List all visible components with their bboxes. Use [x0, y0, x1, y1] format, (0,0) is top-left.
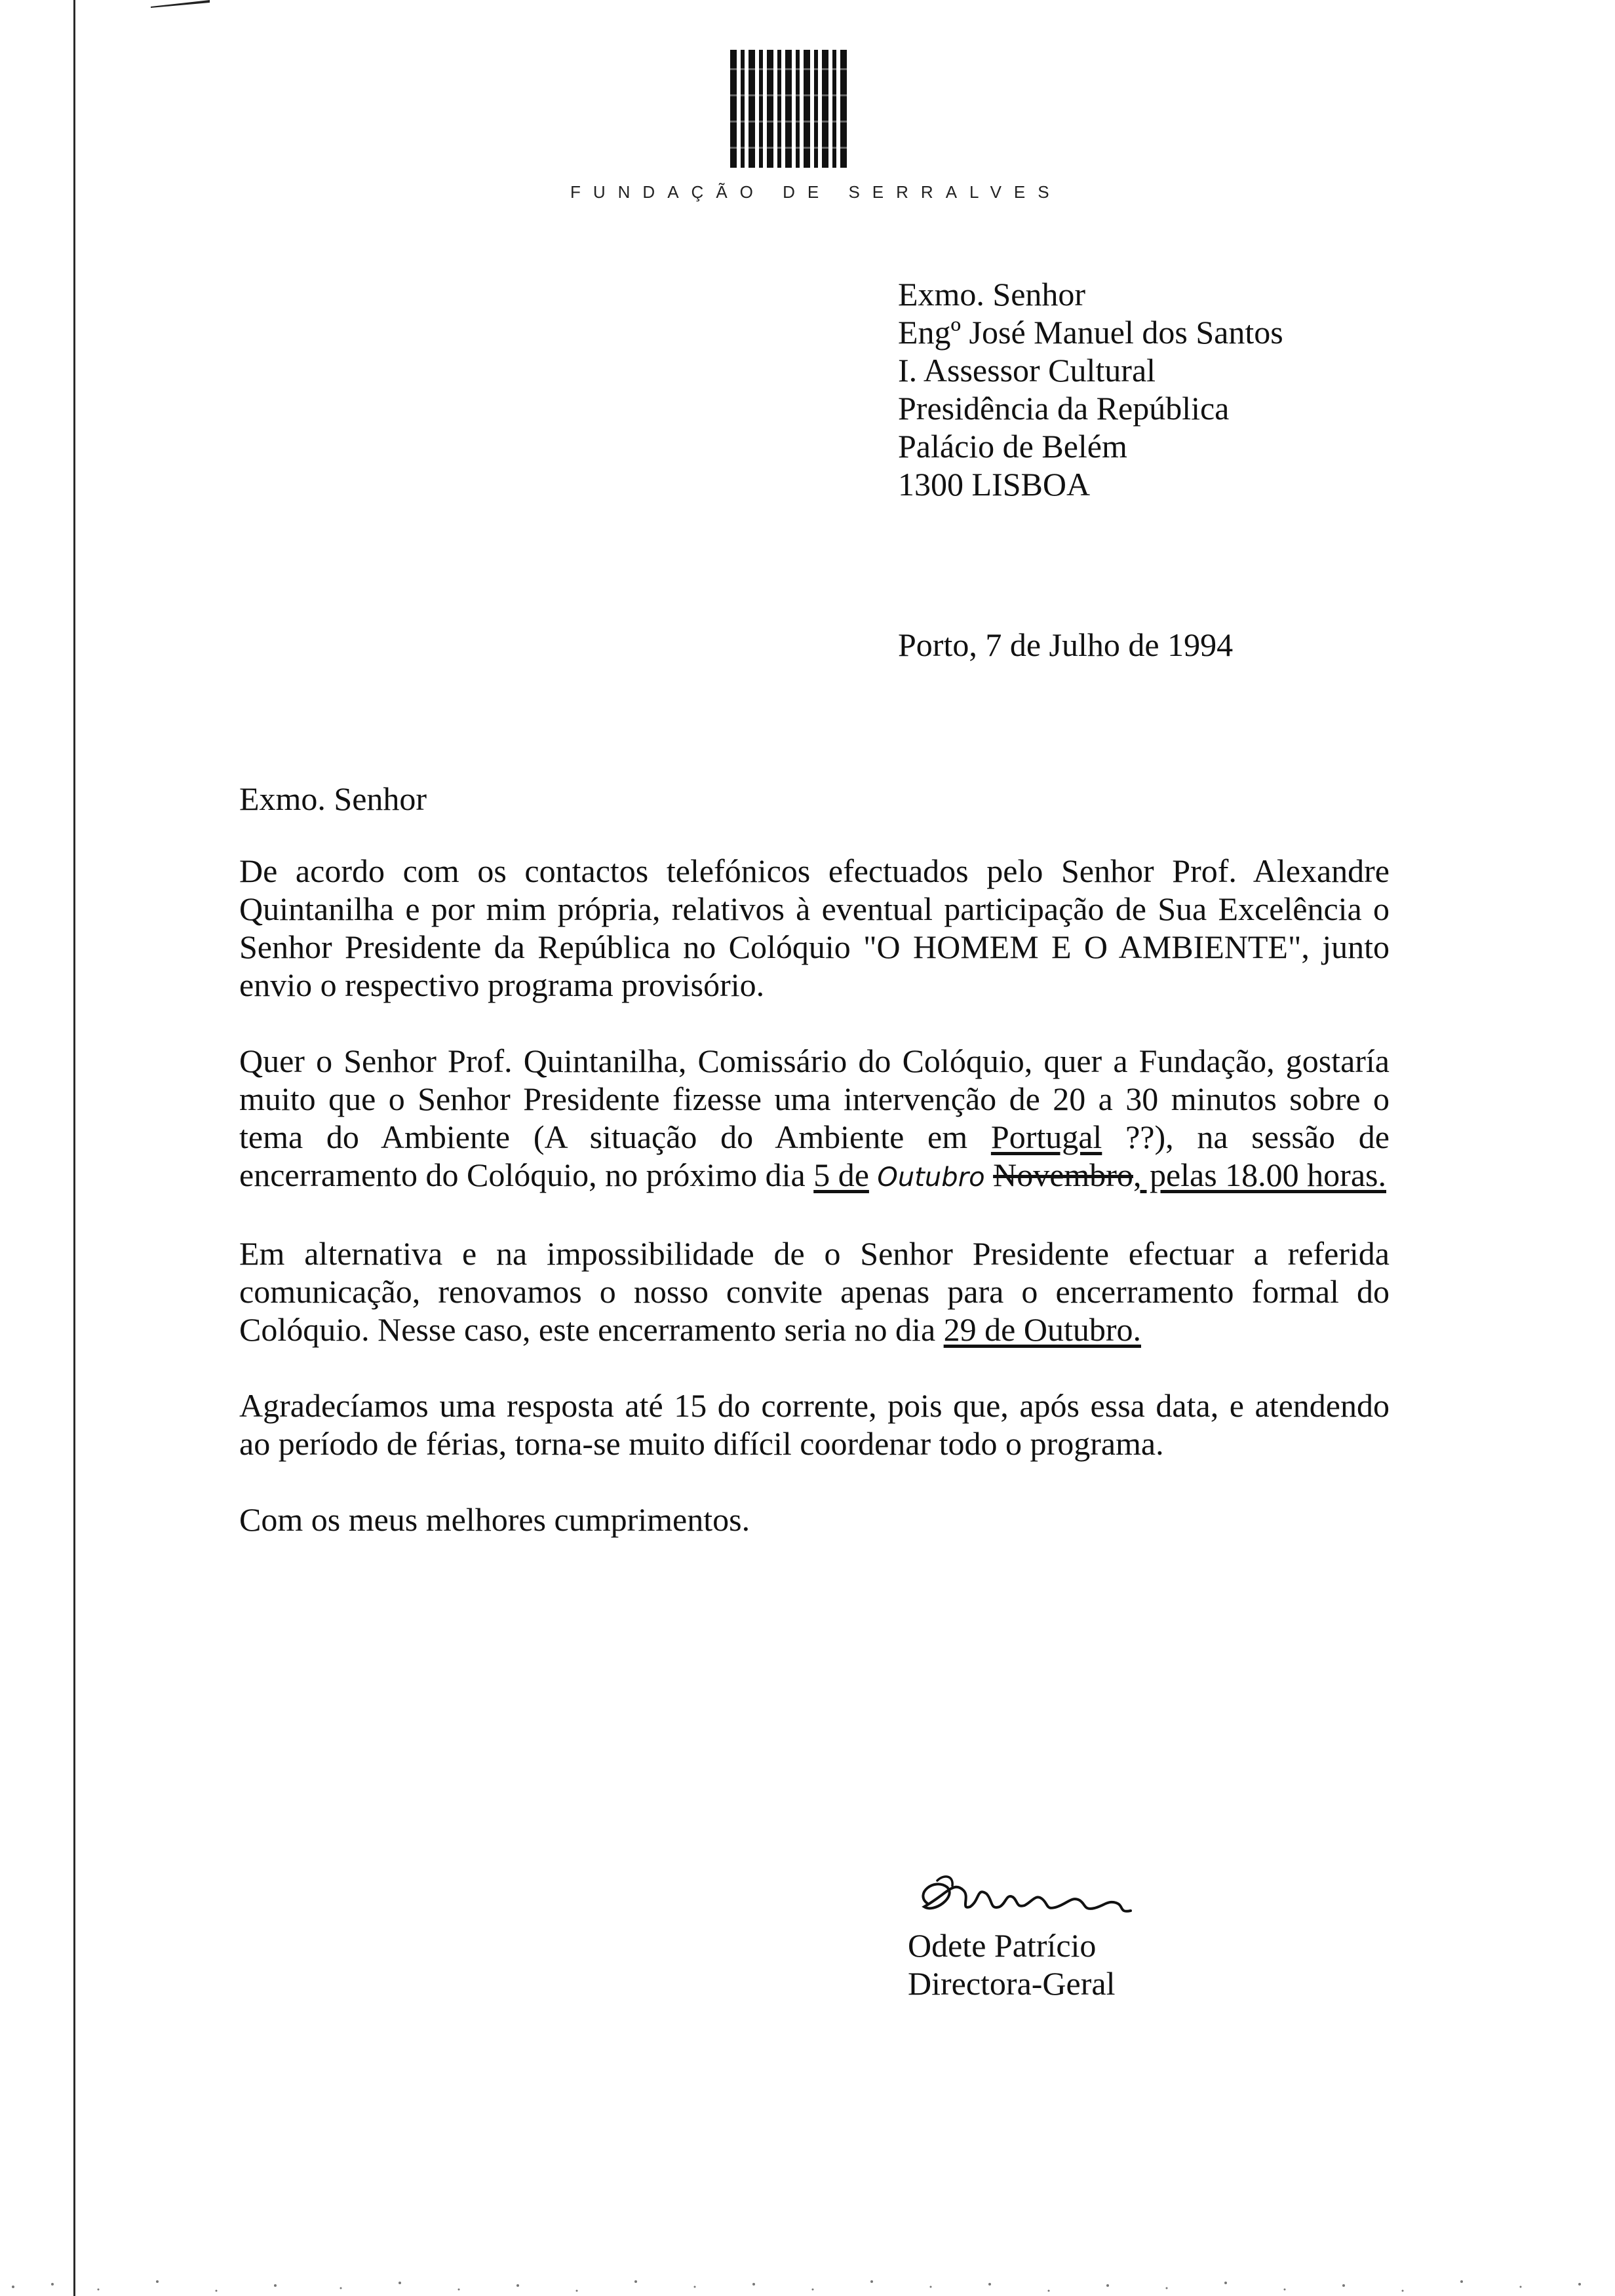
- address-line: Palácio de Belém: [898, 428, 1127, 465]
- underlined-portugal: Portugal: [990, 1119, 1102, 1155]
- letter-body: [239, 852, 1390, 1577]
- organization-name: FUNDAÇÃO DE SERRALVES: [570, 182, 1062, 202]
- paragraph-2: [239, 1042, 1390, 1196]
- paragraph-3-text: Em alternativa e na impossibilidade de o Senhor Presidente efectuar a referida comunicação, renovamos o nosso convite apenas para o encerramento formal do Colóquio. Nesse caso, este encerramento seria no dia: [239, 1235, 1390, 1348]
- corner-mark: [151, 0, 210, 8]
- address-line: 1300 LISBOA: [898, 466, 1091, 503]
- paragraph-1: De acordo com os contactos telefónicos efectuados pelo Senhor Prof. Alexandre Quintanilha e por mim própria, relativos à eventual participação de Sua Excelência o Senhor Presidente da República no Colóquio "O HOMEM E O AMBIENTE", junto envio o respectivo programa provisório.: [239, 852, 1390, 1003]
- underlined-time: , pelas 18.00 horas.: [1133, 1157, 1386, 1193]
- scan-noise: [0, 2267, 1615, 2296]
- signer-block: [908, 1926, 1115, 2002]
- struck-through-month: Novembro: [993, 1157, 1133, 1193]
- underlined-date: 5 de: [813, 1157, 869, 1193]
- address-line: I. Assessor Cultural: [898, 352, 1156, 389]
- paragraph-3: [239, 1234, 1390, 1349]
- handwritten-signature-icon: [908, 1867, 1183, 1933]
- address-line: Engº José Manuel dos Santos: [898, 314, 1283, 351]
- address-line: Presidência da República: [898, 390, 1230, 427]
- signer-title: Directora-Geral: [908, 1965, 1116, 2002]
- handwritten-correction: Outubro: [877, 1162, 985, 1193]
- address-line: Exmo. Senhor: [898, 276, 1086, 313]
- paragraph-2-text: Quer o Senhor Prof. Quintanilha, Comissário do Colóquio, quer a Fundação, gostaría muito que o Senhor Presidente fizesse uma intervenção de 20 a 30 minutos sobre o tema do Ambiente (A situação do Ambiente em: [239, 1043, 1390, 1155]
- paragraph-2-text: ??), na sessão de encerramento do Colóquio, no próximo dia: [239, 1119, 1390, 1193]
- salutation: Exmo. Senhor: [239, 780, 427, 817]
- scan-edge-line: [73, 0, 75, 2296]
- recipient-address: [898, 275, 1283, 503]
- paragraph-4: Agradecíamos uma resposta até 15 do corrente, pois que, após essa data, e atendendo ao período de férias, torna-se muito difícil coordenar todo o programa.: [239, 1387, 1390, 1462]
- closing: Com os meus melhores cumprimentos.: [239, 1501, 750, 1538]
- letter-date: Porto, 7 de Julho de 1994: [898, 626, 1234, 663]
- serralves-logo-icon: [729, 48, 849, 169]
- signer-name: Odete Patrício: [908, 1927, 1097, 1964]
- underlined-date: 29 de Outubro.: [943, 1311, 1141, 1348]
